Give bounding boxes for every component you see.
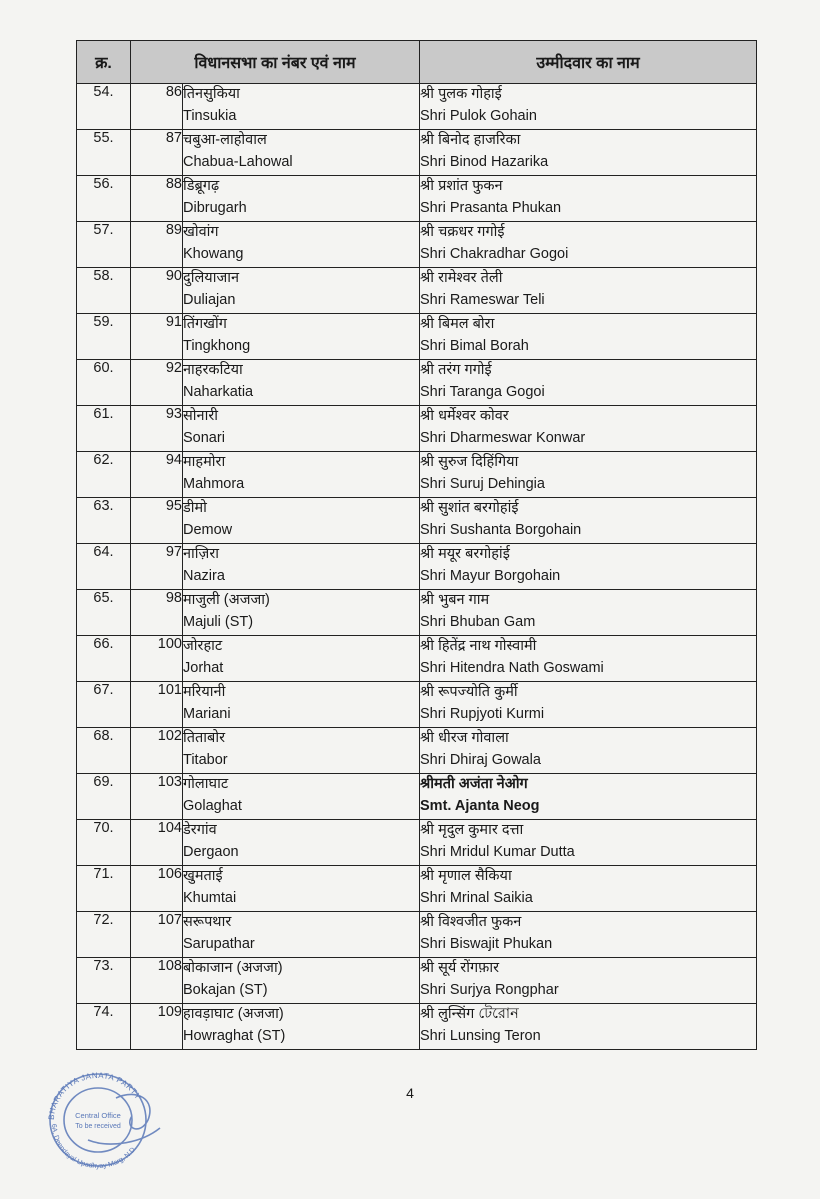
serial-number: 65. <box>77 590 131 636</box>
candidate-table <box>76 40 757 1050</box>
candidate-name-hindi: श्री मृदुल कुमार दत्ता <box>420 822 524 838</box>
seal-center-text-2: To be received <box>75 1123 121 1130</box>
table-row <box>77 820 757 866</box>
constituency-name-hindi: तिंगखोंग <box>183 316 227 332</box>
serial-number: 61. <box>77 406 131 452</box>
constituency-number: 103 <box>131 774 183 820</box>
constituency-name <box>183 590 420 636</box>
constituency-number: 104 <box>131 820 183 866</box>
candidate-name-english: Shri Hitendra Nath Goswami <box>420 660 604 676</box>
constituency-name <box>183 912 420 958</box>
candidate-name <box>420 544 757 590</box>
constituency-name-english: Titabor <box>183 752 228 768</box>
constituency-name-hindi: नाहरकटिया <box>183 362 243 378</box>
table-row <box>77 590 757 636</box>
serial-number: 70. <box>77 820 131 866</box>
candidate-name-hindi: श्री लुन्सिंग টেরোন <box>420 1006 519 1022</box>
table-row <box>77 406 757 452</box>
constituency-name-hindi: डिब्रूगढ़ <box>183 178 220 194</box>
constituency-name-english: Tinsukia <box>183 108 237 124</box>
constituency-name-hindi: नाज़िरा <box>183 546 220 562</box>
serial-number: 74. <box>77 1004 131 1050</box>
table-row <box>77 636 757 682</box>
serial-number: 63. <box>77 498 131 544</box>
candidate-name-english: Shri Pulok Gohain <box>420 108 537 124</box>
candidate-name-hindi: श्री तरंग गगोई <box>420 362 492 378</box>
table-row <box>77 728 757 774</box>
serial-number: 62. <box>77 452 131 498</box>
constituency-name <box>183 544 420 590</box>
constituency-name-english: Khumtai <box>183 890 237 906</box>
constituency-name-english: Tingkhong <box>183 338 251 354</box>
constituency-name <box>183 866 420 912</box>
candidate-name-hindi: श्री मयूर बरगोहांई <box>420 546 510 562</box>
serial-number: 55. <box>77 130 131 176</box>
constituency-name-english: Dibrugarh <box>183 200 247 216</box>
table-row <box>77 222 757 268</box>
serial-number: 60. <box>77 360 131 406</box>
constituency-number: 86 <box>131 84 183 130</box>
constituency-number: 89 <box>131 222 183 268</box>
constituency-name-english: Golaghat <box>183 798 242 814</box>
candidate-name-english: Shri Lunsing Teron <box>420 1028 541 1044</box>
constituency-name <box>183 498 420 544</box>
constituency-name <box>183 406 420 452</box>
serial-number: 59. <box>77 314 131 360</box>
candidate-name-hindi: श्री रूपज्योति कुर्मी <box>420 684 518 700</box>
constituency-name <box>183 268 420 314</box>
constituency-name-english: Chabua-Lahowal <box>183 154 293 170</box>
serial-number: 73. <box>77 958 131 1004</box>
constituency-name-hindi: तिनसुकिया <box>183 86 240 102</box>
seal-top-text: BHARATIYA JANATA PARTY <box>46 1070 143 1121</box>
seal-bottom-text: 6A, Deendayal Upadhyay Marg, N.D. <box>49 1123 139 1171</box>
candidate-name-hindi: श्री विश्वजीत फुकन <box>420 914 522 930</box>
candidate-name <box>420 222 757 268</box>
constituency-name-english: Bokajan (ST) <box>183 982 268 998</box>
seal-center-text-1: Central Office <box>75 1111 121 1120</box>
serial-number: 66. <box>77 636 131 682</box>
constituency-name <box>183 84 420 130</box>
candidate-name-english: Shri Rameswar Teli <box>420 292 545 308</box>
candidate-name <box>420 728 757 774</box>
candidate-name-english: Shri Prasanta Phukan <box>420 200 562 216</box>
svg-text:6A, Deendayal Upadhyay Marg, N <box>50 1124 138 1170</box>
constituency-name-hindi: चबुआ-लाहोवाल <box>183 132 267 148</box>
constituency-name-english: Mariani <box>183 706 231 722</box>
table-row <box>77 452 757 498</box>
constituency-name-hindi: तिताबोर <box>183 730 226 746</box>
candidate-name-english: Shri Dharmeswar Konwar <box>420 430 586 446</box>
candidate-name-english: Shri Bimal Borah <box>420 338 529 354</box>
table-row <box>77 176 757 222</box>
constituency-number: 87 <box>131 130 183 176</box>
candidate-name <box>420 866 757 912</box>
candidate-name-hindi: श्री धीरज गोवाला <box>420 730 509 746</box>
candidate-name-english: Shri Dhiraj Gowala <box>420 752 541 768</box>
constituency-name-hindi: माहमोरा <box>183 454 226 470</box>
constituency-number: 107 <box>131 912 183 958</box>
candidate-name-hindi: श्री सुरुज दिहिंगिया <box>420 454 519 470</box>
constituency-number: 109 <box>131 1004 183 1050</box>
candidate-name <box>420 84 757 130</box>
candidate-name-hindi: श्री भुबन गाम <box>420 592 490 608</box>
header-candidate: उम्मीदवार का नाम <box>420 41 757 84</box>
candidate-name-english: Shri Biswajit Phukan <box>420 936 553 952</box>
candidate-name <box>420 406 757 452</box>
constituency-name <box>183 682 420 728</box>
table-row <box>77 774 757 820</box>
candidate-name <box>420 590 757 636</box>
candidate-name <box>420 1004 757 1050</box>
candidate-name <box>420 268 757 314</box>
constituency-name-hindi: हावड़ाघाट (अजजा) <box>183 1006 284 1022</box>
constituency-name-english: Demow <box>183 522 233 538</box>
candidate-name <box>420 958 757 1004</box>
candidate-name-hindi: श्री प्रशांत फुकन <box>420 178 503 194</box>
constituency-name-english: Nazira <box>183 568 225 584</box>
candidate-name-english: Shri Binod Hazarika <box>420 154 549 170</box>
constituency-name-hindi: सरूपथार <box>183 914 232 930</box>
constituency-name-hindi: डेरगांव <box>183 822 217 838</box>
candidate-name <box>420 912 757 958</box>
constituency-name-english: Jorhat <box>183 660 224 676</box>
serial-number: 57. <box>77 222 131 268</box>
candidate-name-hindi: श्री सुशांत बरगोहांई <box>420 500 519 516</box>
table-body <box>77 84 757 1050</box>
constituency-name-hindi: बोकाजान (अजजा) <box>183 960 283 976</box>
constituency-name <box>183 130 420 176</box>
serial-number: 68. <box>77 728 131 774</box>
serial-number: 72. <box>77 912 131 958</box>
constituency-name-hindi: जोरहाट <box>183 638 223 654</box>
constituency-number: 90 <box>131 268 183 314</box>
candidate-name-hindi: श्री चक्रधर गगोई <box>420 224 505 240</box>
constituency-name-english: Majuli (ST) <box>183 614 254 630</box>
constituency-name-hindi: खोवांग <box>183 224 219 240</box>
constituency-number: 94 <box>131 452 183 498</box>
candidate-name <box>420 360 757 406</box>
constituency-name-english: Sarupathar <box>183 936 255 952</box>
constituency-number: 91 <box>131 314 183 360</box>
constituency-name-english: Sonari <box>183 430 225 446</box>
constituency-name <box>183 1004 420 1050</box>
constituency-name-hindi: गोलाघाट <box>183 776 229 792</box>
constituency-number: 98 <box>131 590 183 636</box>
constituency-name <box>183 636 420 682</box>
table-row <box>77 84 757 130</box>
candidate-name-english: Shri Mrinal Saikia <box>420 890 533 906</box>
constituency-name-hindi: खुमताई <box>183 868 223 884</box>
constituency-name <box>183 958 420 1004</box>
constituency-number: 88 <box>131 176 183 222</box>
constituency-name <box>183 820 420 866</box>
table-row <box>77 130 757 176</box>
table-row <box>77 498 757 544</box>
serial-number: 54. <box>77 84 131 130</box>
candidate-name <box>420 682 757 728</box>
candidate-name-english: Shri Rupjyoti Kurmi <box>420 706 545 722</box>
candidate-name-hindi: श्री रामेश्वर तेली <box>420 270 503 286</box>
candidate-name-hindi: श्री हितेंद्र नाथ गोस्वामी <box>420 638 537 654</box>
constituency-number: 97 <box>131 544 183 590</box>
candidate-name <box>420 176 757 222</box>
constituency-name-hindi: मरियानी <box>183 684 226 700</box>
serial-number: 56. <box>77 176 131 222</box>
table-row <box>77 1004 757 1050</box>
candidate-name <box>420 498 757 544</box>
constituency-name-english: Dergaon <box>183 844 239 860</box>
constituency-name <box>183 728 420 774</box>
constituency-name-english: Naharkatia <box>183 384 254 400</box>
header-constituency: विधानसभा का नंबर एवं नाम <box>131 41 420 84</box>
candidate-name-hindi: श्रीमती अजंता नेओग <box>420 776 528 792</box>
constituency-name <box>183 774 420 820</box>
candidate-name-english: Shri Suruj Dehingia <box>420 476 545 492</box>
candidate-name-english: Shri Surjya Rongphar <box>420 982 559 998</box>
constituency-name-hindi: सोनारी <box>183 408 219 424</box>
constituency-name-english: Khowang <box>183 246 244 262</box>
constituency-name <box>183 222 420 268</box>
candidate-name-english: Shri Mridul Kumar Dutta <box>420 844 575 860</box>
table-header-row <box>77 41 757 84</box>
constituency-name-hindi: डीमो <box>183 500 207 516</box>
constituency-name-hindi: दुलियाजान <box>183 270 240 286</box>
candidate-name <box>420 314 757 360</box>
candidate-name <box>420 820 757 866</box>
table-row <box>77 912 757 958</box>
constituency-number: 95 <box>131 498 183 544</box>
candidate-name <box>420 636 757 682</box>
serial-number: 64. <box>77 544 131 590</box>
table-row <box>77 958 757 1004</box>
candidate-name-english: Shri Mayur Borgohain <box>420 568 561 584</box>
party-office-seal <box>28 1058 178 1178</box>
constituency-name-english: Howraghat (ST) <box>183 1028 286 1044</box>
candidate-name-hindi: श्री धर्मेश्वर कोवर <box>420 408 509 424</box>
constituency-name <box>183 176 420 222</box>
serial-number: 58. <box>77 268 131 314</box>
candidate-name-english: Smt. Ajanta Neog <box>420 798 540 814</box>
candidate-name-english: Shri Bhuban Gam <box>420 614 536 630</box>
candidate-name-hindi: श्री बिमल बोरा <box>420 316 495 332</box>
candidate-name-english: Shri Sushanta Borgohain <box>420 522 582 538</box>
candidate-name <box>420 774 757 820</box>
constituency-number: 93 <box>131 406 183 452</box>
table-row <box>77 682 757 728</box>
constituency-number: 102 <box>131 728 183 774</box>
constituency-number: 106 <box>131 866 183 912</box>
table-row <box>77 314 757 360</box>
constituency-number: 92 <box>131 360 183 406</box>
candidate-name-hindi: श्री मृणाल सैकिया <box>420 868 512 884</box>
constituency-number: 108 <box>131 958 183 1004</box>
serial-number: 71. <box>77 866 131 912</box>
constituency-name-hindi: माजुली (अजजा) <box>183 592 270 608</box>
table-row <box>77 268 757 314</box>
constituency-name <box>183 314 420 360</box>
candidate-name <box>420 130 757 176</box>
table-row <box>77 544 757 590</box>
constituency-name <box>183 360 420 406</box>
candidate-name-english: Shri Chakradhar Gogoi <box>420 246 569 262</box>
candidate-name <box>420 452 757 498</box>
constituency-number: 101 <box>131 682 183 728</box>
page-number: 4 <box>406 1085 414 1101</box>
constituency-number: 100 <box>131 636 183 682</box>
candidate-name-hindi: श्री पुलक गोहाई <box>420 86 502 102</box>
header-serial: क्र. <box>77 41 131 84</box>
table-row <box>77 360 757 406</box>
table-row <box>77 866 757 912</box>
constituency-name <box>183 452 420 498</box>
constituency-name-english: Mahmora <box>183 476 245 492</box>
candidate-name-english: Shri Taranga Gogoi <box>420 384 545 400</box>
constituency-name-english: Duliajan <box>183 292 236 308</box>
serial-number: 67. <box>77 682 131 728</box>
candidate-name-hindi: श्री सूर्य रोंगफ़ार <box>420 960 500 976</box>
candidate-name-hindi: श्री बिनोद हाजरिका <box>420 132 521 148</box>
serial-number: 69. <box>77 774 131 820</box>
